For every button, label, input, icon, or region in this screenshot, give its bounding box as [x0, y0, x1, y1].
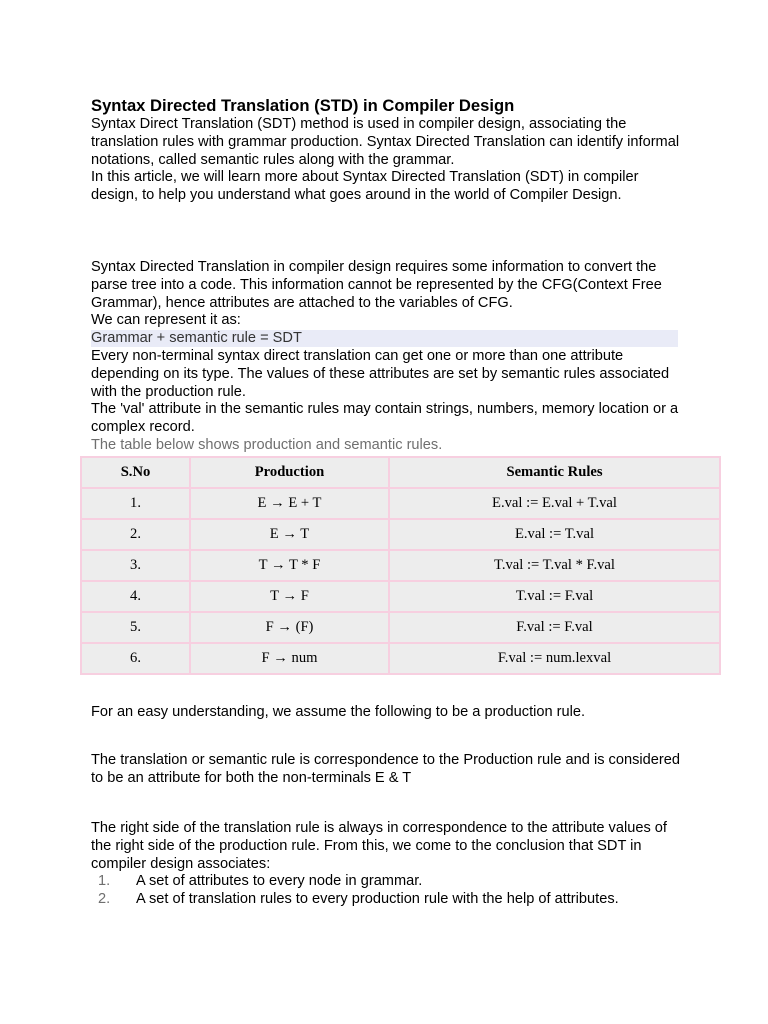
header-production: Production — [190, 457, 389, 488]
after-table-paragraph-2: The translation or semantic rule is correspondence to the Production rule and is considered to be an attribute for both the non-terminals E & T — [91, 752, 680, 786]
list-item — [91, 891, 683, 909]
table-row — [81, 488, 720, 519]
cell-sno: 3. — [81, 550, 190, 581]
section2-paragraph-2: We can represent it as: — [91, 312, 241, 329]
table-row — [81, 519, 720, 550]
intro-paragraph-1: Syntax Direct Translation (SDT) method is used in compiler design, associating the translation rules with grammar production. Syntax Directed Translation can identify informal notations, called semantic rules along with the grammar. — [91, 116, 680, 168]
list-item-number: 1. — [98, 873, 111, 890]
intro-paragraph-2: In this article, we will learn more about Syntax Directed Translation (SDT) in compiler design, to help you understand what goes around in the world of Compiler Design. — [91, 169, 639, 204]
list-item-text: A set of translation rules to every production rule with the help of attributes. — [136, 891, 619, 908]
cell-production: F → num — [190, 643, 389, 674]
formula-highlight: Grammar + semantic rule = SDT — [91, 330, 678, 347]
page-title: Syntax Directed Translation (STD) in Compiler Design — [91, 96, 515, 115]
cell-semantic-rule: E.val := T.val — [389, 519, 720, 550]
list-item-text: A set of attributes to every node in grammar. — [136, 873, 423, 890]
cell-semantic-rule: F.val := F.val — [389, 612, 720, 643]
after-table-paragraph-3: The right side of the translation rule is always in correspondence to the attribute values of the right side of the production rule. From this, we come to the conclusion that SDT in compiler design associates: — [91, 820, 667, 872]
sdt-explanation-section — [91, 259, 683, 330]
cell-semantic-rule: T.val := F.val — [389, 581, 720, 612]
section2-paragraph-1: Syntax Directed Translation in compiler design requires some information to convert the parse tree into a code. This information cannot be represented by the CFG(Context Free Grammar), hence attributes are attached to the variables of CFG. — [91, 259, 662, 311]
list-item — [91, 873, 683, 891]
table-row — [81, 643, 720, 674]
cell-production: F → (F) — [190, 612, 389, 643]
section2-paragraph-4: The 'val' attribute in the semantic rules may contain strings, numbers, memory location or a complex record. — [91, 401, 679, 436]
table-row — [81, 612, 720, 643]
cell-production: T → T * F — [190, 550, 389, 581]
table-row — [81, 581, 720, 612]
cell-sno: 6. — [81, 643, 190, 674]
cell-sno: 1. — [81, 488, 190, 519]
cell-production: T → F — [190, 581, 389, 612]
conclusion-section — [91, 820, 683, 909]
table-header-row — [81, 457, 720, 488]
cell-sno: 4. — [81, 581, 190, 612]
cell-production: E → E + T — [190, 488, 389, 519]
header-sno: S.No — [81, 457, 190, 488]
header-semantic-rules: Semantic Rules — [389, 457, 720, 488]
table-row — [81, 550, 720, 581]
section2-paragraph-3: Every non-terminal syntax direct translation can get one or more than one attribute depending on its type. The values of these attributes are set by semantic rules associated with the production rule. — [91, 348, 670, 400]
after-table-paragraph-1: For an easy understanding, we assume the following to be a production rule. — [91, 704, 586, 720]
sdt-associations-list — [91, 873, 683, 909]
cell-semantic-rule: T.val := T.val * F.val — [389, 550, 720, 581]
cell-semantic-rule: E.val := E.val + T.val — [389, 488, 720, 519]
cell-sno: 5. — [81, 612, 190, 643]
table-caption: The table below shows production and semantic rules. — [91, 436, 443, 453]
cell-production: E → T — [190, 519, 389, 550]
cell-semantic-rule: F.val := num.lexval — [389, 643, 720, 674]
attribute-explanation — [91, 348, 683, 455]
list-item-number: 2. — [98, 891, 111, 908]
intro-section — [91, 96, 683, 205]
cell-sno: 2. — [81, 519, 190, 550]
production-semantic-table — [80, 456, 721, 675]
